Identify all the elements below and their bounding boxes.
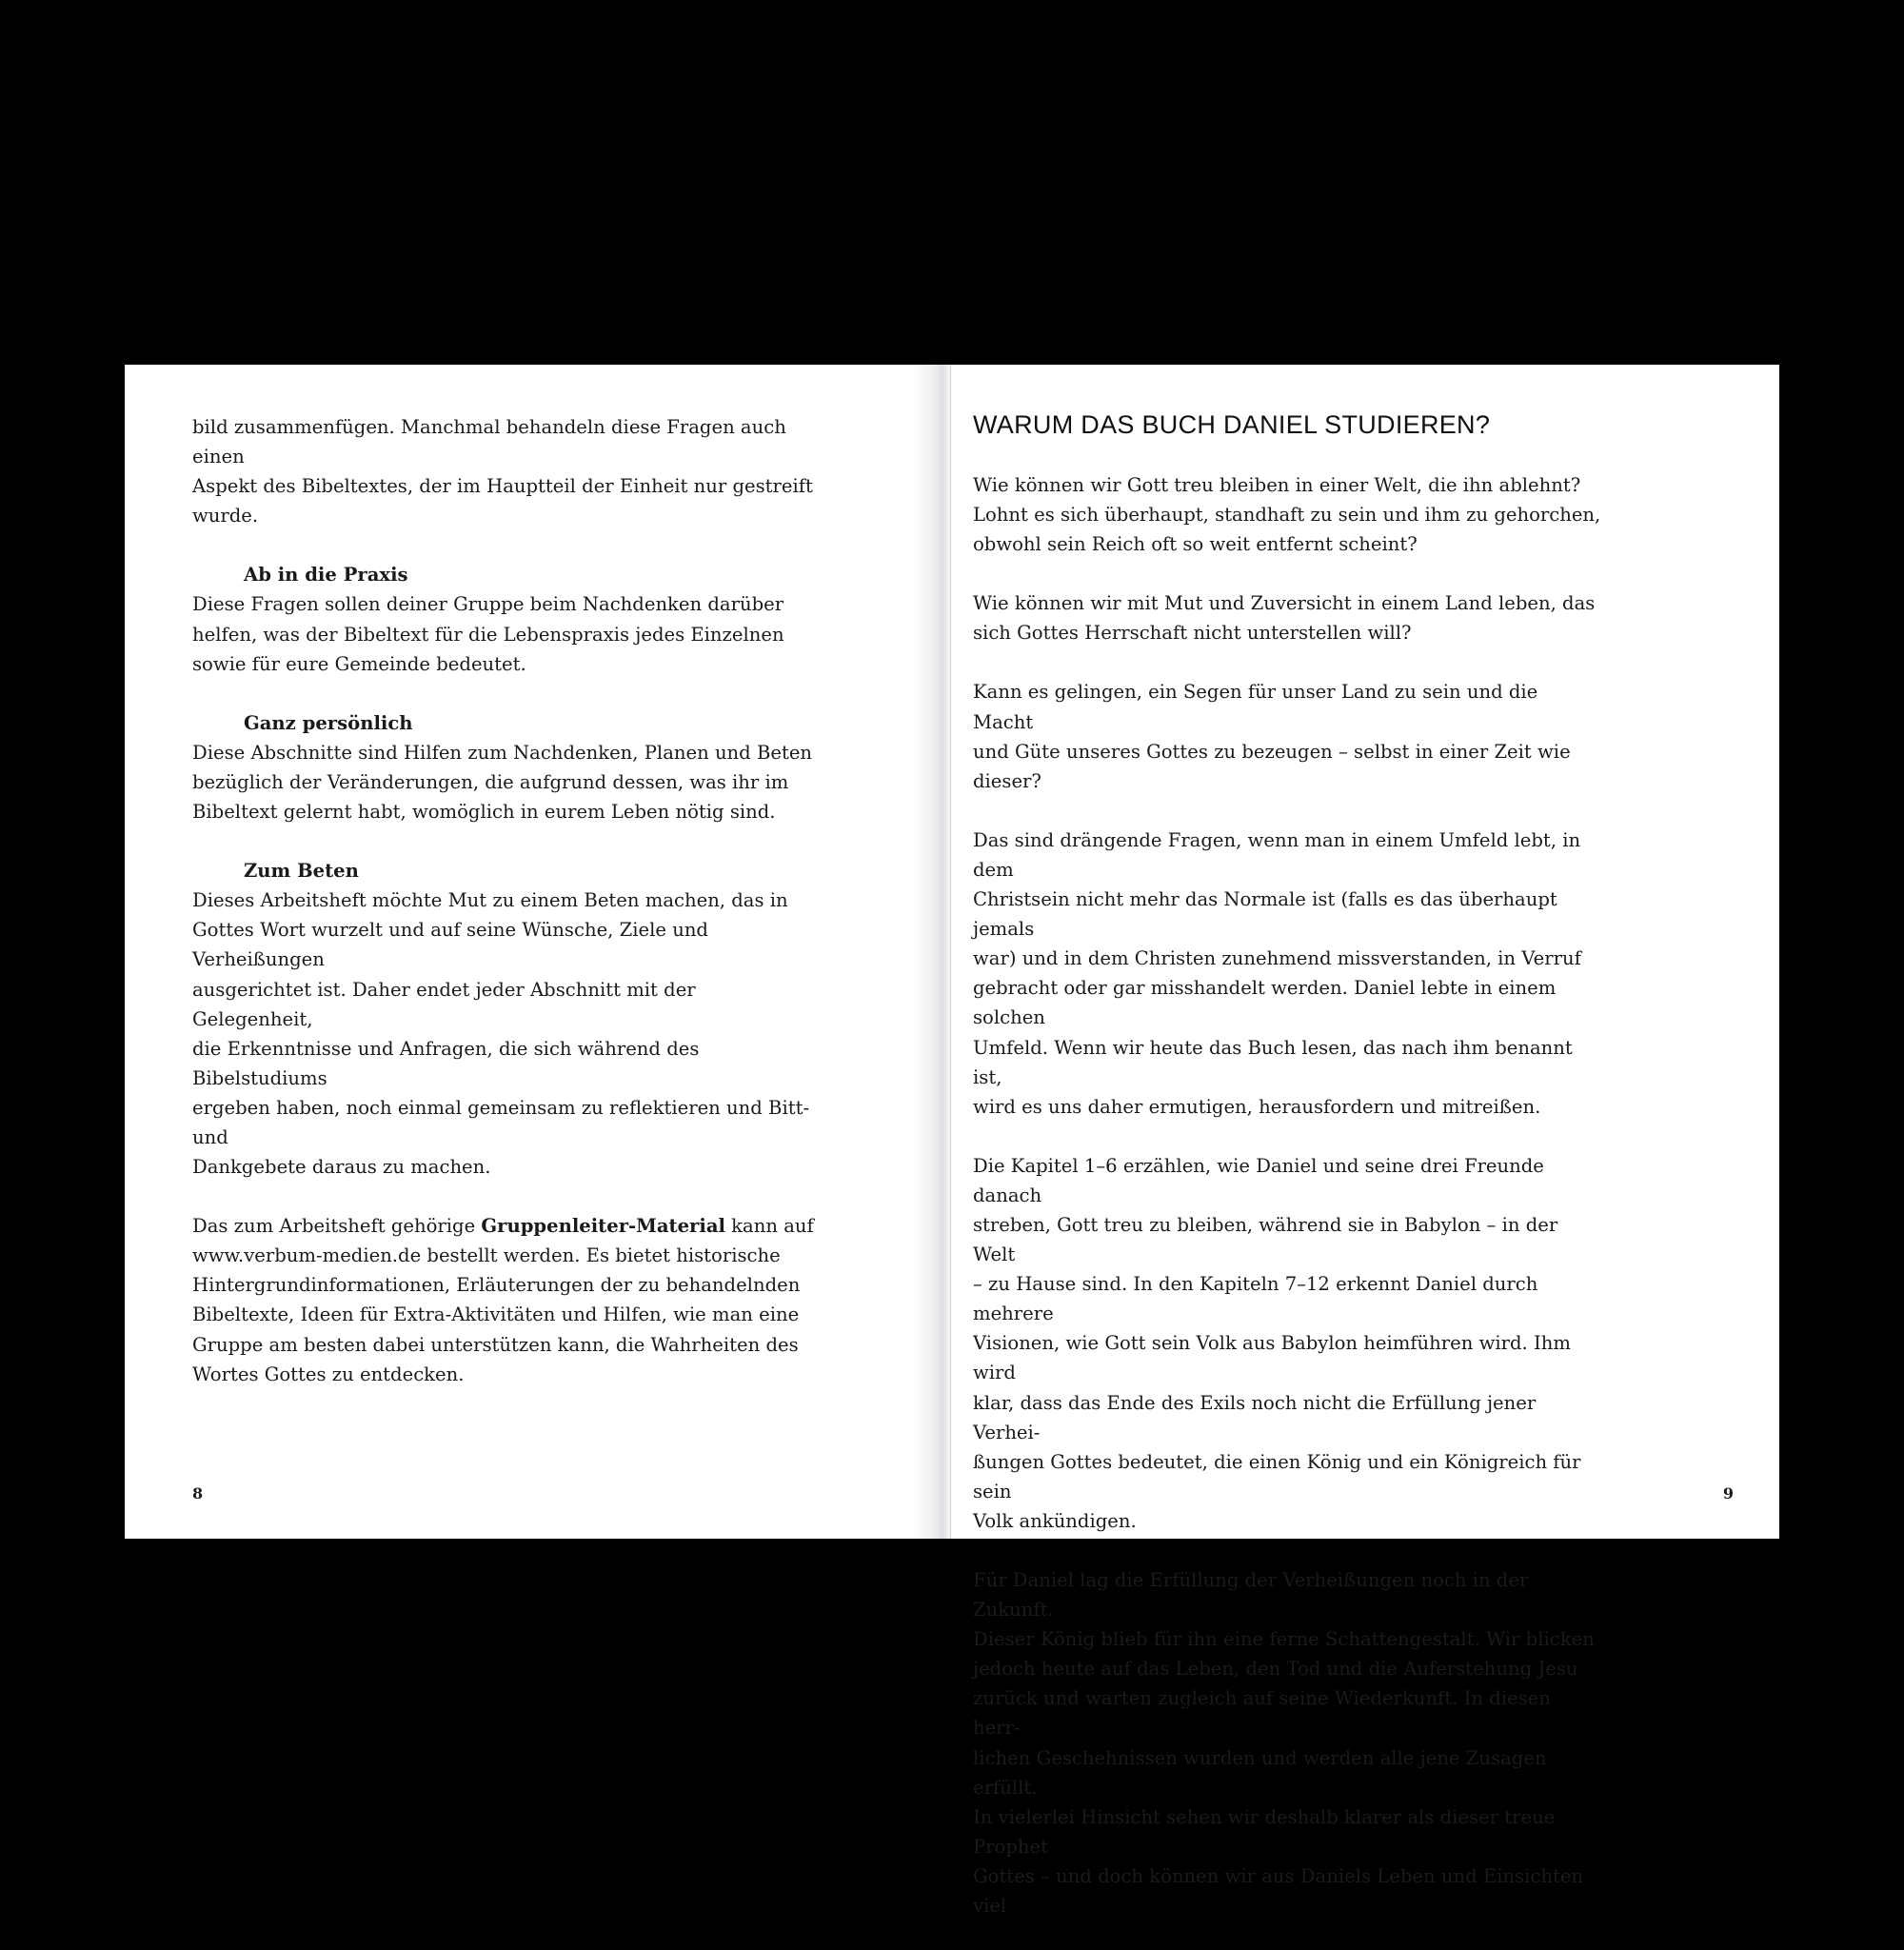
section-ab-in-die-praxis: [192, 560, 821, 678]
left-text-column: [192, 412, 821, 1419]
body-paragraph: Die Kapitel 1–6 erzählen, wie Daniel und seine drei Freunde danach streben, Gott treu zu bleiben, während sie in Babylon – in der Welt – zu Hause sind. In den Kapiteln 7–12 erkennt Daniel durch mehrere Visionen, wie Gott sein Volk aus Babylon heimführen wird. Ihm wird klar, dass das Ende des Exils noch nicht die Erfüllung jener Verhei- ßungen Gottes bedeutet, die einen König und ein Königreich für sein Volk ankündigen.: [973, 1154, 1581, 1532]
section-text: Diese Fragen sollen deiner Gruppe beim Nachdenken darüber helfen, was der Bibeltext für die Lebenspraxis jedes Einzelnen sowie für eure Gemeinde bedeutet.: [192, 593, 784, 675]
right-page: [953, 365, 1779, 1918]
body-paragraph: Das sind drängende Fragen, wenn man in einem Umfeld lebt, in dem Christsein nicht mehr das Normale ist (falls es das überhaupt jemals war) und in dem Christen zunehmend missverstanden, in Verruf gebracht oder gar misshandelt werden. Daniel lebte in einem solchen Umfeld. Wenn wir heute das Buch lesen, das nach ihm benannt ist, wird es uns daher ermutigen, herausfordern und mitreißen.: [973, 828, 1581, 1118]
intro-paragraph: bild zusammenfügen. Manchmal behandeln diese Fragen auch einen Aspekt des Bibeltextes, der im Hauptteil der Einheit nur gestreift wurde.: [192, 416, 813, 527]
section-heading: Ab in die Praxis: [244, 564, 408, 587]
closing-paragraph: [192, 1211, 821, 1389]
page-number-right: 9: [1722, 1484, 1734, 1502]
section-text: Dieses Arbeitsheft möchte Mut zu einem Beten machen, das in Gottes Wort wurzelt und auf seine Wünsche, Ziele und Verheißungen ausgerichtet ist. Daher endet jeder Abschnitt mit der Gelegenheit, die Erkenntnisse und Anfragen, die sich während des Bibelstudiums ergeben haben, noch einmal gemeinsam zu reflektieren und Bitt- und Dankgebete daraus zu machen.: [192, 889, 810, 1179]
body-paragraph: Für Daniel lag die Erfüllung der Verheißungen noch in der Zukunft. Dieser König blieb für ihn eine ferne Schattengestalt. Wir blicken jedoch heute auf das Leben, den Tod und die Auferstehung Jesu zurück und warten zugleich auf seine Wiederkunft. In diesen herr- lichen Geschehnissen wurden und werden alle jene Zusagen erfüllt. In vielerlei Hinsicht sehen wir deshalb klarer als dieser treue Prophet Gottes – und doch können wir aus Daniels Leben und Einsichten viel: [973, 1569, 1595, 1918]
book-gutter: [913, 365, 953, 1539]
section-heading: Zum Beten: [244, 860, 359, 883]
left-page: [125, 365, 913, 1539]
section-heading: Ganz persönlich: [244, 711, 413, 734]
page-number-left: 8: [192, 1484, 204, 1502]
closing-text-end: kann auf www.verbum-medien.de bestellt werden. Es bietet historische Hintergrundinformationen, Erläuterungen der zu behandelnden Bibeltexte, Ideen für Extra-Aktivitäten und Hilfen, wie man eine Gruppe am besten dabei unterstützen kann, die Wahrheiten des Wortes Gottes zu entdecken.: [192, 1215, 814, 1385]
right-text-column: [973, 408, 1601, 1950]
body-paragraph: Kann es gelingen, ein Segen für unser Land zu sein und die Macht und Güte unseres Gottes zu bezeugen – selbst in einer Zeit wie dieser?: [973, 681, 1571, 792]
section-zum-beten: [192, 856, 821, 1182]
section-ganz-persoenlich: [192, 708, 821, 826]
section-text: Diese Abschnitte sind Hilfen zum Nachdenken, Planen und Beten bezüglich der Veränderungen, die aufgrund dessen, was ihr im Bibeltext gelernt habt, womöglich in eurem Leben nötig sind.: [192, 741, 813, 824]
gutter-fold-line: [950, 365, 951, 1539]
chapter-heading: WARUM DAS BUCH DANIEL STUDIEREN?: [973, 410, 1491, 439]
closing-bold-term: Gruppenleiter-Material: [481, 1215, 725, 1238]
closing-text-start: Das zum Arbeitsheft gehörige: [192, 1215, 482, 1238]
body-paragraph: Wie können wir Gott treu bleiben in einer Welt, die ihn ablehnt? Lohnt es sich überhaupt, standhaft zu sein und ihm zu gehorchen, obwohl sein Reich oft so weit entfernt scheint?: [973, 474, 1601, 556]
book-spread: [125, 365, 1779, 1918]
body-paragraph: Wie können wir mit Mut und Zuversicht in einem Land leben, das sich Gottes Herrschaft nicht unterstellen will?: [973, 592, 1596, 645]
